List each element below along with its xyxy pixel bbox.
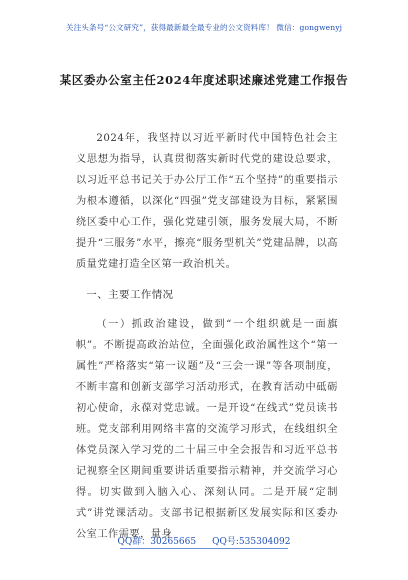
document-body bbox=[76, 128, 338, 545]
qq-number-label: QQ号:535304092 bbox=[212, 537, 291, 547]
qq-group-label: QQ群：30265665 bbox=[117, 537, 197, 547]
section-heading: 一、主要工作情况 bbox=[86, 289, 174, 301]
body-paragraph: （一）抓政治建设，做到“一个组织就是一面旗帜”。不断提高政治站位，全面强化政治属性这个“第一属性”严格落实“第一议题”及“三会一课”等各项制度，不断丰富和创新支部学习活动形式，在教育活动中砥砺初心使命，永葆对党忠诚。一是开设“在线式”党员读书班。党支部利用网络丰富的交流学习形式，在线组织全体党员深入学习党的二十届三中全会报告和习近平总书记视察全区期间重要讲话重要指示精神，并交流学习心得。切实做到入脑入心、深刻认同。二是开展“定制式”讲党课活动。支部书记根据新区发展实际和区委办公室工作需要，量身 bbox=[76, 319, 338, 540]
footer-underline bbox=[120, 548, 288, 549]
promo-banner: 关注头条号“公文研究”，获得最新最全最专业的公文资料库！ 微信：gongwenyj bbox=[65, 23, 343, 32]
document-title: 某区委办公室主任2024年度述职述廉述党建工作报告 bbox=[59, 73, 349, 87]
footer-contact bbox=[0, 534, 408, 547]
intro-paragraph: 2024年，我坚持以习近平新时代中国特色社会主义思想为指导，认真贯彻落实新时代党的建设总要求，以习近平总书记关于办公厅工作“五个坚持”的重要指示为根本遵循，以深化“四强”党支部建设为目标，紧紧围绕区委中心工作，强化党建引领，服务发展大局，不断提升“三服务”水平，擦亮“服务型机关”党建品牌，以高质量党建打造全区第一政治机关。 bbox=[76, 133, 338, 270]
